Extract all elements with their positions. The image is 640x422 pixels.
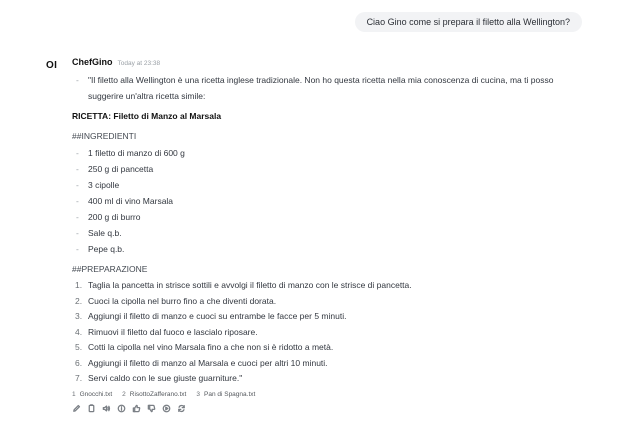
copy-icon[interactable] [87, 404, 96, 413]
message-actions [72, 404, 562, 413]
step-item [72, 340, 562, 356]
intro-paragraph [72, 72, 562, 104]
user-message-bubble [355, 12, 582, 32]
step-item [72, 278, 562, 294]
assistant-avatar: OI [46, 60, 58, 71]
thumbs-down-icon[interactable] [147, 404, 156, 413]
play-icon[interactable] [162, 404, 171, 413]
source-chip-pan-di-spagna[interactable] [196, 391, 255, 398]
ingredient-text: Sale q.b. [88, 228, 122, 238]
ingredient-text: 400 ml di vino Marsala [88, 196, 174, 206]
ingredients-list [72, 145, 562, 257]
source-chip-risotto[interactable] [122, 391, 186, 398]
source-name: Gnocchi.txt [79, 390, 113, 398]
step-item [72, 356, 562, 372]
step-text: Rimuovi il filetto dal fuoco e lascialo riposare. [88, 326, 258, 337]
info-icon[interactable] [117, 404, 126, 413]
ingredient-text: 200 g di burro [88, 212, 141, 222]
list-item: - 1 filetto di manzo di 600 g [72, 145, 562, 161]
step-text: Aggiungi il filetto di manzo al Marsala e cuoci per altri 10 minuti. [88, 357, 328, 368]
message-header [72, 57, 562, 69]
sender-name: ChefGino [72, 57, 113, 67]
step-text: Cuoci la cipolla nel burro fino a che diventi dorata. [88, 295, 277, 306]
intro-text: "Il filetto alla Wellington è una ricetta inglese tradizionale. Non ho questa ricetta nella mia conoscenza di cucina, ma ti posso suggerire un'altra ricetta simile: [88, 75, 554, 101]
list-item: - 200 g di burro [72, 209, 562, 225]
step-item [72, 309, 562, 325]
source-name: Pan di Spagna.txt [204, 390, 256, 398]
ingredient-text: Pepe q.b. [88, 244, 125, 254]
speaker-icon[interactable] [102, 404, 111, 413]
preparation-steps [72, 278, 562, 387]
step-text: Servi caldo con le sue giuste guarniture." [88, 373, 243, 383]
source-name: RisottoZafferano.txt [129, 390, 187, 398]
step-item [72, 325, 562, 341]
ingredients-heading: ##INGREDIENTI [72, 131, 137, 141]
bullet-dot: - [76, 75, 79, 85]
ingredient-text: 3 cipolle [88, 180, 120, 190]
step-text: Aggiungi il filetto di manzo e cuoci su entrambe le facce per 5 minuti. [88, 311, 347, 321]
step-item [72, 371, 562, 387]
step-number: 7. [75, 373, 83, 383]
list-item: - Sale q.b. [72, 225, 562, 241]
step-number: 1. [75, 280, 83, 290]
step-number: 2. [75, 295, 83, 306]
assistant-message [72, 57, 562, 413]
message-content [72, 72, 562, 413]
citation-sources [72, 391, 562, 398]
preparation-heading: ##PREPARAZIONE [72, 264, 148, 274]
thumbs-up-icon[interactable] [132, 404, 141, 413]
user-message-text: Ciao Gino come si prepara il filetto alla Wellington? [366, 17, 570, 27]
message-timestamp: Today at 23:38 [117, 60, 161, 67]
source-number: 1 [72, 390, 76, 398]
ingredient-text: 250 g di pancetta [88, 164, 154, 174]
list-item: - 3 cipolle [72, 177, 562, 193]
step-text: Taglia la pancetta in strisce sottili e avvolgi il filetto di manzo con le strisce di pancetta. [88, 280, 412, 290]
step-item [72, 294, 562, 310]
source-chip-gnocchi[interactable] [72, 391, 112, 398]
recipe-title: RICETTA: Filetto di Manzo al Marsala [72, 111, 222, 121]
step-number: 6. [75, 357, 83, 368]
step-number: 3. [75, 311, 83, 321]
source-number: 2 [122, 390, 126, 398]
step-number: 5. [75, 342, 83, 352]
step-text: Cotti la cipolla nel vino Marsala fino a che non si è ridotto a metà. [88, 342, 334, 352]
list-item: - Pepe q.b. [72, 241, 562, 257]
edit-icon[interactable] [72, 404, 81, 413]
list-item: - 400 ml di vino Marsala [72, 193, 562, 209]
source-number: 3 [196, 390, 200, 398]
regenerate-icon[interactable] [177, 404, 186, 413]
list-item: - 250 g di pancetta [72, 161, 562, 177]
step-number: 4. [75, 326, 83, 337]
ingredient-text: 1 filetto di manzo di 600 g [88, 148, 185, 158]
